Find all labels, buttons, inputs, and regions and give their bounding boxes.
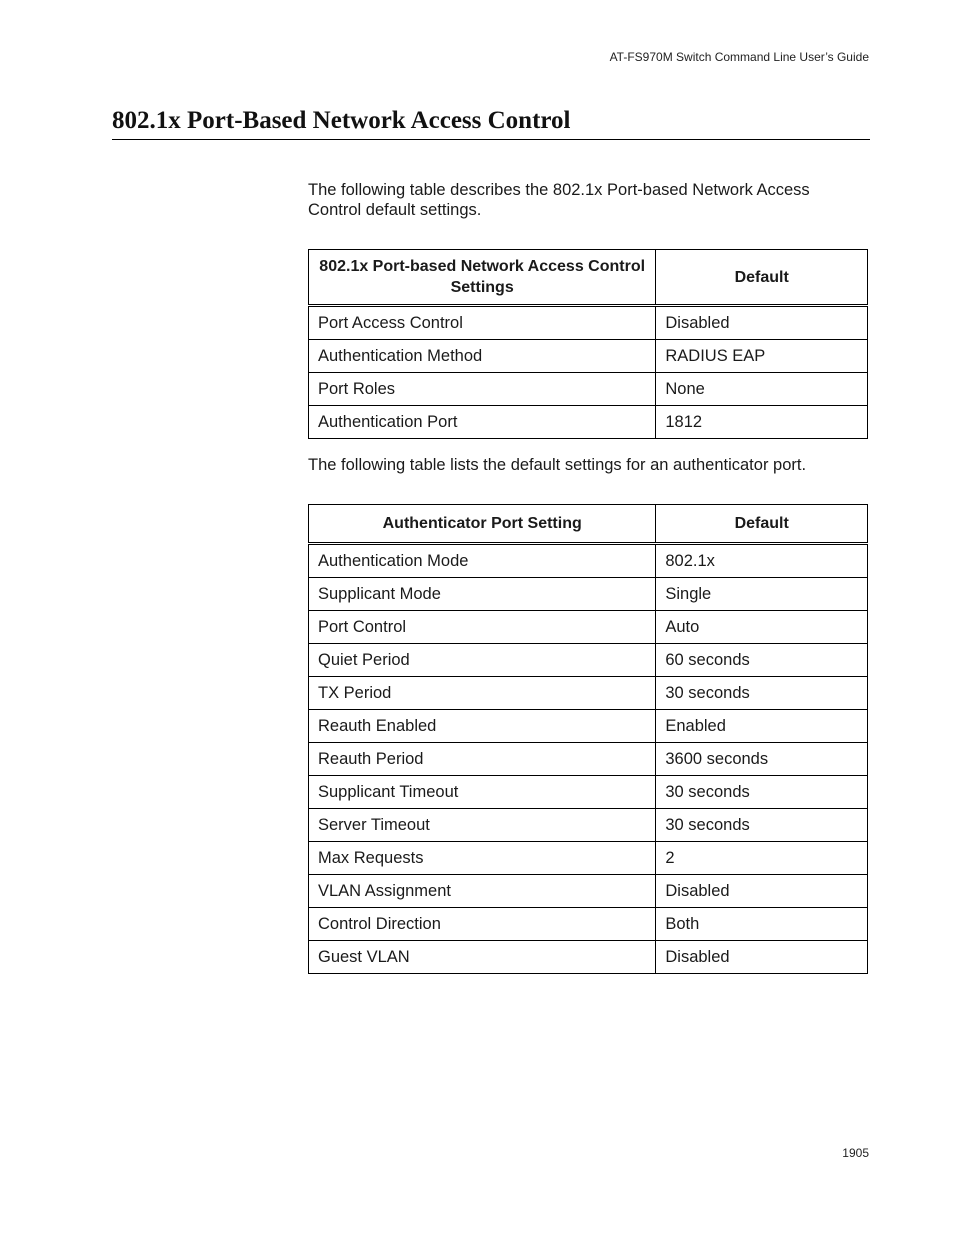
column-header-default: Default xyxy=(656,505,868,544)
table-row xyxy=(309,644,868,677)
setting-cell: Quiet Period xyxy=(309,644,656,677)
column-header-setting: Authenticator Port Setting xyxy=(309,505,656,544)
section-title: 802.1x Port-Based Network Access Control xyxy=(112,105,870,140)
table-header-row xyxy=(309,505,868,544)
default-cell: Disabled xyxy=(656,941,868,974)
port-access-control-defaults-table xyxy=(308,249,868,439)
setting-cell: VLAN Assignment xyxy=(309,875,656,908)
table-row xyxy=(309,373,868,406)
table-row xyxy=(309,340,868,373)
table-row xyxy=(309,710,868,743)
table-header-row xyxy=(309,250,868,306)
setting-cell: Port Roles xyxy=(309,373,656,406)
setting-cell: Port Access Control xyxy=(309,306,656,340)
table-row xyxy=(309,908,868,941)
table-row xyxy=(309,611,868,644)
intro-paragraph-1: The following table describes the 802.1x Port-based Network Access Control default settings. xyxy=(308,181,810,219)
table-row xyxy=(309,578,868,611)
column-header-default: Default xyxy=(656,250,868,306)
table-row xyxy=(309,809,868,842)
default-cell: 802.1x xyxy=(656,544,868,578)
setting-cell: Server Timeout xyxy=(309,809,656,842)
setting-cell: Reauth Period xyxy=(309,743,656,776)
setting-cell: Max Requests xyxy=(309,842,656,875)
default-cell: 30 seconds xyxy=(656,809,868,842)
setting-cell: Supplicant Mode xyxy=(309,578,656,611)
default-cell: Enabled xyxy=(656,710,868,743)
setting-cell: TX Period xyxy=(309,677,656,710)
default-cell: 3600 seconds xyxy=(656,743,868,776)
default-cell: None xyxy=(656,373,868,406)
default-cell: Auto xyxy=(656,611,868,644)
intro-paragraph-2: The following table lists the default settings for an authenticator port. xyxy=(308,456,807,474)
default-cell: 1812 xyxy=(656,406,868,439)
page-number: 1905 xyxy=(842,1146,869,1160)
setting-cell: Authentication Port xyxy=(309,406,656,439)
default-cell: 30 seconds xyxy=(656,677,868,710)
table-row xyxy=(309,743,868,776)
setting-cell: Port Control xyxy=(309,611,656,644)
setting-cell: Control Direction xyxy=(309,908,656,941)
default-cell: 2 xyxy=(656,842,868,875)
default-cell: Single xyxy=(656,578,868,611)
table-row xyxy=(309,406,868,439)
authenticator-port-defaults-table xyxy=(308,504,868,974)
setting-cell: Authentication Mode xyxy=(309,544,656,578)
table-row xyxy=(309,842,868,875)
table-row xyxy=(309,941,868,974)
table-row xyxy=(309,776,868,809)
table-row xyxy=(309,544,868,578)
setting-cell: Guest VLAN xyxy=(309,941,656,974)
table-row xyxy=(309,306,868,340)
running-header: AT-FS970M Switch Command Line User’s Guide xyxy=(609,50,869,64)
default-cell: Disabled xyxy=(656,306,868,340)
default-cell: Both xyxy=(656,908,868,941)
default-cell: 60 seconds xyxy=(656,644,868,677)
setting-cell: Supplicant Timeout xyxy=(309,776,656,809)
column-header-setting: 802.1x Port-based Network Access Control Settings xyxy=(309,250,656,306)
default-cell: Disabled xyxy=(656,875,868,908)
default-cell: RADIUS EAP xyxy=(656,340,868,373)
setting-cell: Reauth Enabled xyxy=(309,710,656,743)
table-row xyxy=(309,875,868,908)
table-row xyxy=(309,677,868,710)
setting-cell: Authentication Method xyxy=(309,340,656,373)
default-cell: 30 seconds xyxy=(656,776,868,809)
